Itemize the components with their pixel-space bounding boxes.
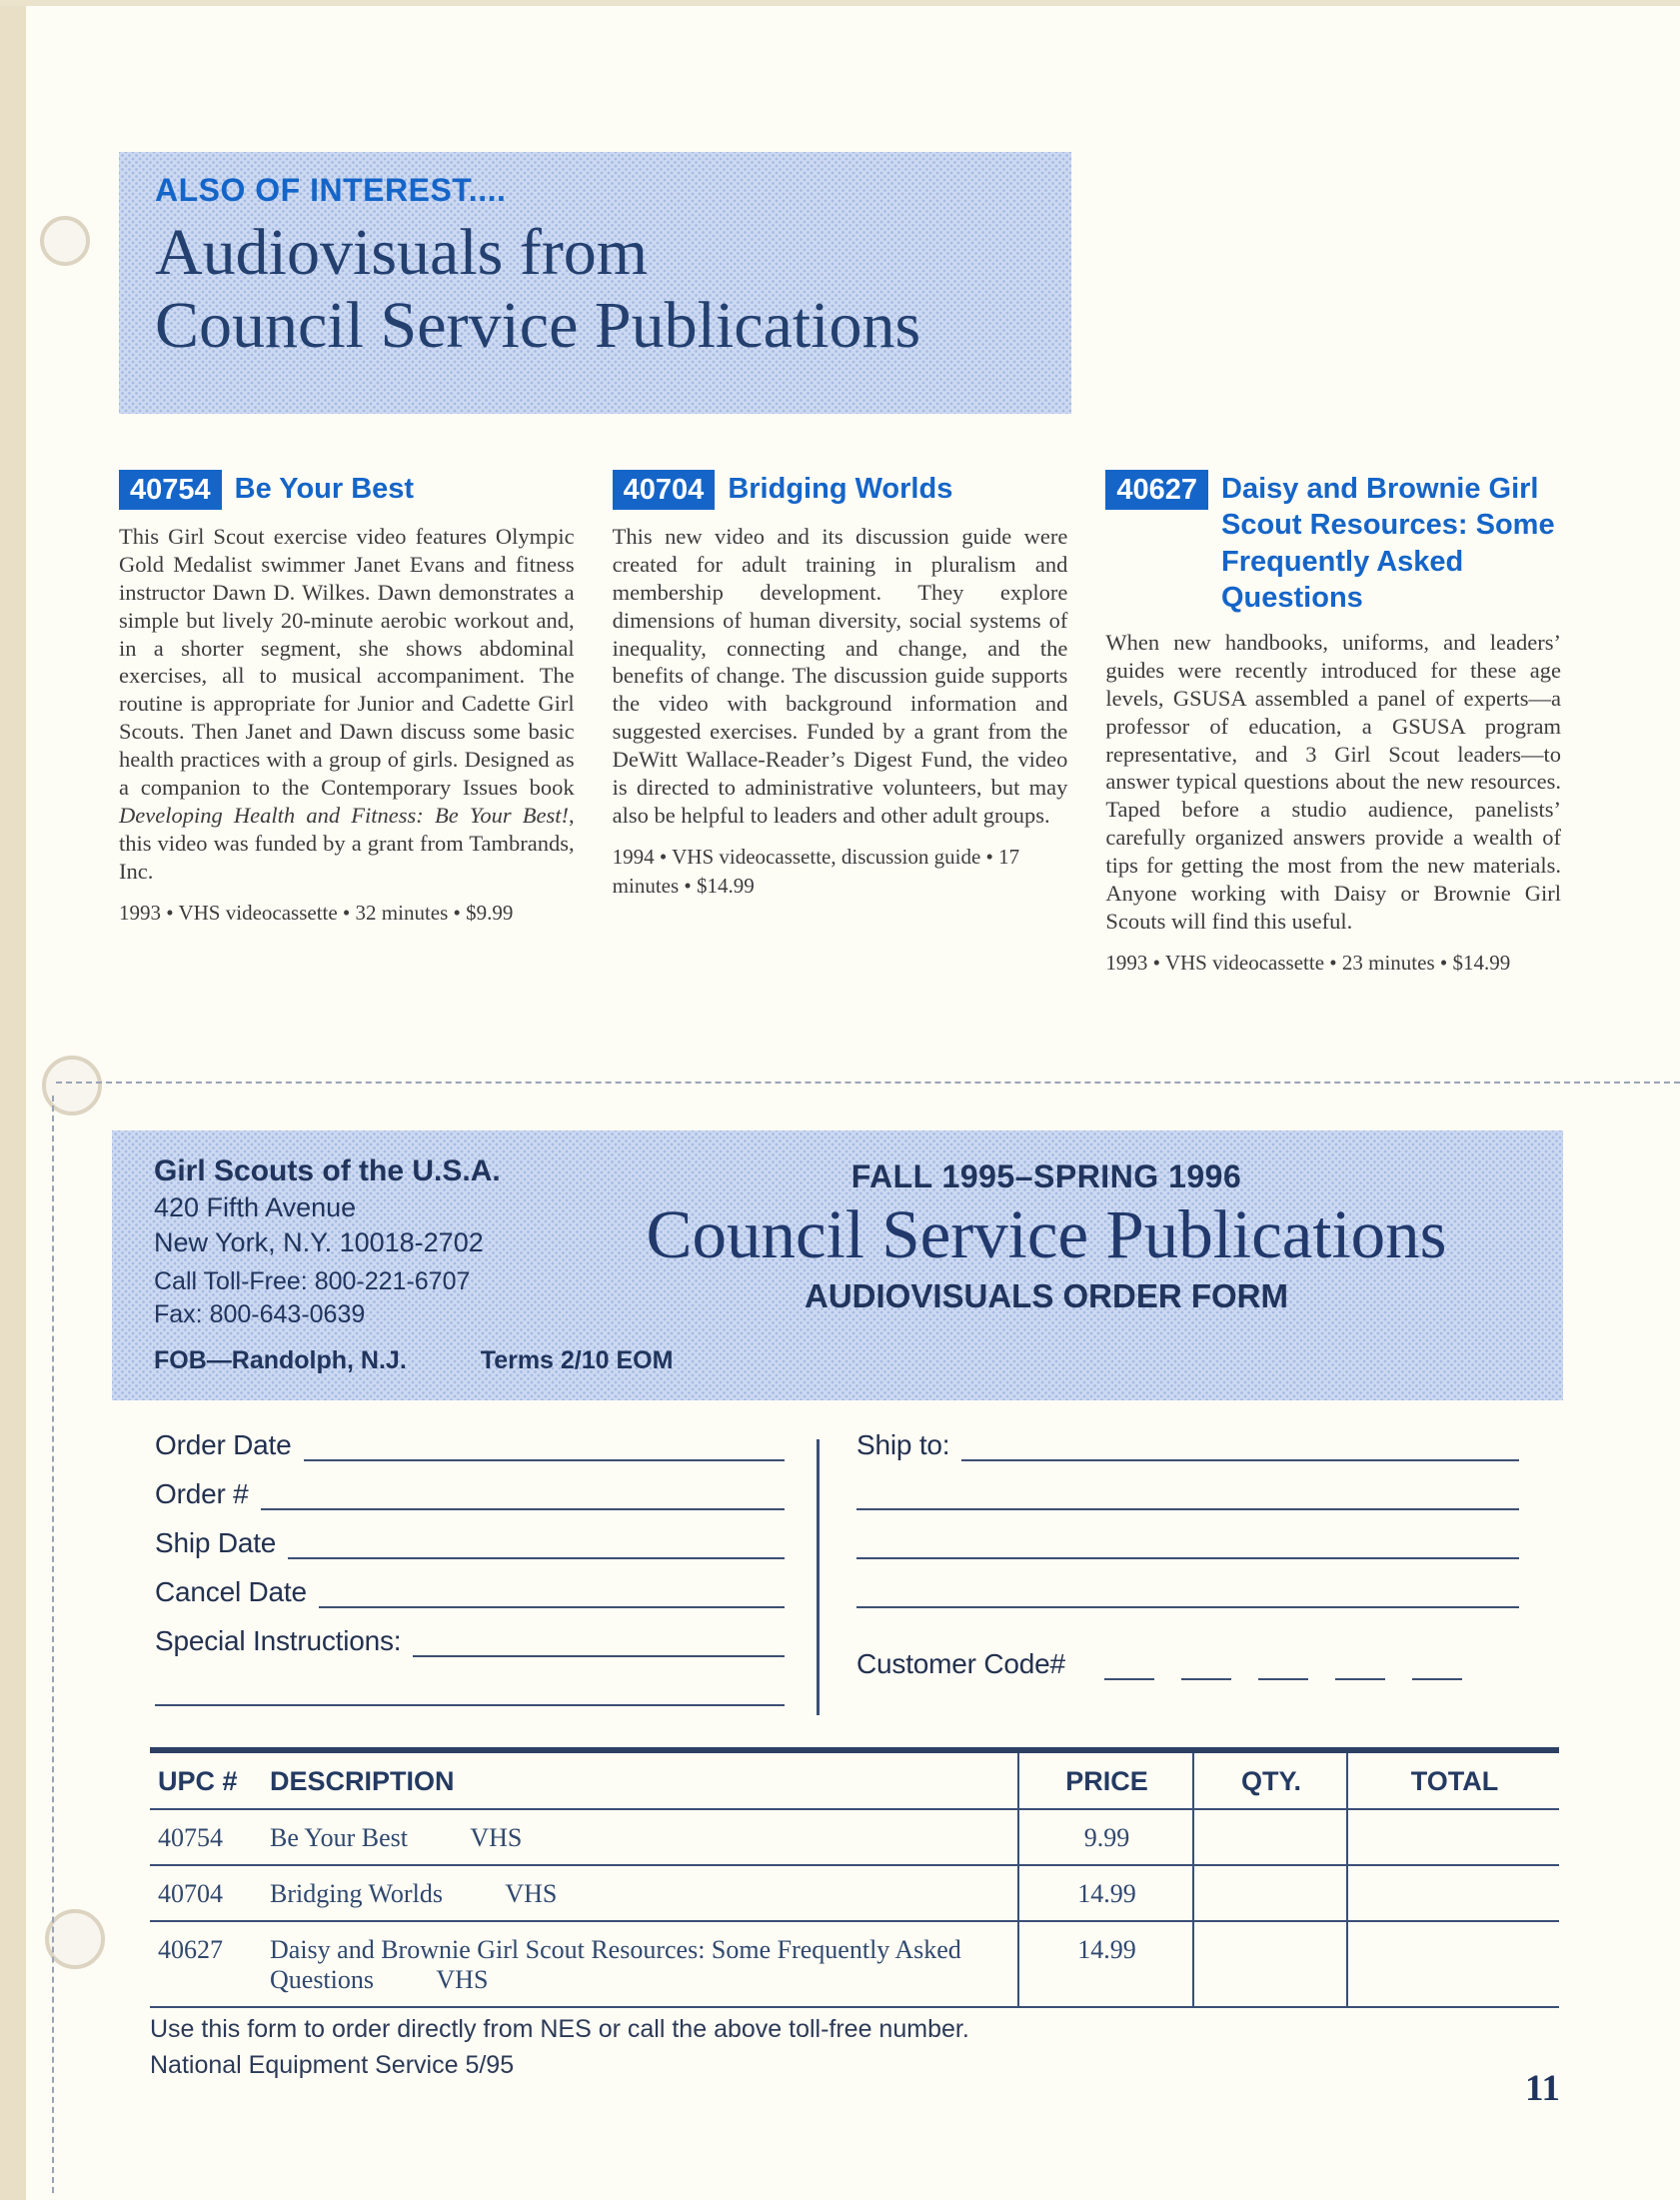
table-row (150, 1810, 1559, 1866)
footer-notes (150, 2012, 969, 2083)
also-of-interest-banner (119, 152, 1071, 414)
product-specs: 1993 • VHS videocassette • 32 minutes • $9.99 (119, 900, 514, 925)
special-instructions-blank-2 (155, 1676, 785, 1706)
ship-to-extra-row (856, 1480, 1519, 1510)
order-form-fields (155, 1431, 1519, 1731)
row-format: VHS (470, 1823, 523, 1852)
terms-label: Terms 2/10 EOM (480, 1346, 674, 1374)
order-number-row (155, 1480, 785, 1510)
customer-code-blank-2 (1181, 1650, 1231, 1680)
row-description-text: Bridging Worlds (270, 1879, 443, 1908)
fob-label: FOB—Randolph, N.J. (154, 1346, 407, 1374)
order-form-subtitle: AUDIOVISUALS ORDER FORM (804, 1276, 1288, 1314)
product-title: Bridging Worlds (728, 473, 953, 505)
table-row (150, 1866, 1559, 1922)
row-total (1346, 1922, 1559, 2006)
punch-hole-middle (42, 1056, 102, 1115)
ship-date-label: Ship Date (155, 1527, 277, 1558)
header-qty: QTY. (1192, 1753, 1346, 1808)
ship-to-blank-2 (856, 1480, 1519, 1510)
order-date-row (155, 1431, 785, 1461)
cut-line-vertical (52, 1096, 54, 2193)
row-upc: 40704 (158, 1879, 223, 1908)
footer-order-note: Use this form to order directly from NES or call the above toll-free number. (150, 2015, 969, 2043)
product-code-badge: 40704 (613, 470, 716, 510)
header-price: PRICE (1017, 1753, 1192, 1808)
row-price: 9.99 (1017, 1810, 1192, 1864)
special-instructions-label: Special Instructions: (155, 1625, 402, 1656)
special-instructions-blank (413, 1627, 785, 1657)
product-description (119, 523, 575, 886)
company-address-line2: New York, N.Y. 10018-2702 (154, 1227, 484, 1257)
row-qty (1192, 1866, 1346, 1920)
product-description: This new video and its discussion guide were created for adult training in pluralism and membership development. They explore dimensions of human diversity, social systems of inequality, connecting and change, and the benefits of change. The discussion guide supports the video with background information and suggested exercises. Funded by a grant from the DeWitt Wallace-Reader’s Digest Fund, the video is directed to administrative volunteers, but may also be helpful to leaders and other adult groups. (612, 524, 1068, 828)
order-number-blank (261, 1480, 785, 1510)
page-number: 11 (1525, 2068, 1560, 2109)
ship-date-blank (288, 1529, 785, 1559)
ship-to-label: Ship to: (856, 1429, 950, 1460)
banner-title (155, 217, 1041, 362)
row-description (262, 1810, 1017, 1864)
product-heading (613, 470, 1068, 510)
row-description-text: Be Your Best (270, 1823, 408, 1852)
row-qty (1192, 1810, 1346, 1864)
special-instructions-extra-row (155, 1676, 785, 1706)
order-form-title: Council Service Publications (646, 1196, 1447, 1272)
ship-date-row (155, 1529, 785, 1559)
order-table (150, 1747, 1559, 2008)
order-date-blank (304, 1431, 786, 1461)
cancel-date-label: Cancel Date (155, 1576, 307, 1607)
fob-terms-row (154, 1346, 673, 1375)
company-name: Girl Scouts of the U.S.A. (154, 1154, 501, 1187)
order-number-label: Order # (155, 1478, 249, 1509)
customer-code-blank-3 (1258, 1650, 1308, 1680)
ship-to-extra-row (856, 1578, 1519, 1608)
punch-hole-bottom (45, 1909, 105, 1969)
row-total (1346, 1810, 1559, 1864)
row-price: 14.99 (1017, 1922, 1192, 2006)
order-table-header (150, 1753, 1559, 1810)
product-columns (119, 470, 1561, 978)
product-code-badge: 40754 (119, 470, 222, 510)
row-format: VHS (505, 1879, 558, 1908)
product-specs: 1994 • VHS videocassette, discussion guide • 17 minutes • $14.99 (612, 844, 1020, 898)
product-daisy-brownie-resources (1105, 470, 1561, 978)
special-instructions-row (155, 1627, 785, 1657)
company-address-line1: 420 Fifth Avenue (154, 1192, 357, 1222)
row-total (1346, 1866, 1559, 1920)
product-title: Be Your Best (234, 473, 415, 505)
page-left-edge (0, 0, 26, 2200)
header-total: TOTAL (1346, 1753, 1559, 1808)
row-description-text: Daisy and Brownie Girl Scout Resources: Some Frequently Asked Questions (270, 1935, 961, 1994)
company-phone: Call Toll-Free: 800-221-6707 (154, 1267, 471, 1295)
order-form-banner (112, 1130, 1563, 1400)
product-specs: 1993 • VHS videocassette • 23 minutes • $14.99 (1105, 950, 1511, 975)
customer-code-blank-4 (1335, 1650, 1385, 1680)
order-fields-right (856, 1431, 1519, 1699)
cancel-date-blank (319, 1578, 785, 1608)
ship-to-blank (961, 1431, 1519, 1461)
order-date-label: Order Date (155, 1429, 292, 1460)
row-format: VHS (436, 1965, 489, 1994)
row-description (262, 1922, 1017, 2006)
row-qty (1192, 1922, 1346, 2006)
customer-code-blank-1 (1104, 1650, 1154, 1680)
ship-to-extra-row (856, 1529, 1519, 1559)
fields-column-divider (817, 1439, 820, 1715)
cut-line-horizontal (56, 1082, 1680, 1084)
product-body-text: This Girl Scout exercise video features Olympic Gold Medalist swimmer Janet Evans and fitness instructor Dawn D. Wilkes. Dawn demonstrates a simple but lively 20-minute aerobic workout and, in a shorter segment, she shows abdominal exercises, all to musical accompaniment. The routine is appropriate for Junior and Cadette Girl Scouts. Then Janet and Dawn discuss some basic health practices with a group of girls. Designed as a companion to the Contemporary Issues book (119, 524, 575, 801)
customer-code-label: Customer Code# (856, 1648, 1065, 1679)
page-top-edge (0, 0, 1680, 6)
order-fields-left (155, 1431, 785, 1725)
company-fax: Fax: 800-643-0639 (154, 1300, 366, 1328)
product-title: Daisy and Brownie Girl Scout Resources: Some Frequently Asked Questions (1221, 473, 1555, 614)
banner-kicker: ALSO OF INTEREST.... (155, 172, 507, 208)
product-be-your-best (119, 470, 575, 978)
punch-hole-top (40, 216, 90, 266)
banner-title-line2: Council Service Publications (155, 288, 921, 362)
product-code-badge: 40627 (1105, 470, 1208, 510)
table-row (150, 1922, 1559, 2008)
product-heading (1105, 470, 1561, 616)
row-description (262, 1866, 1017, 1920)
banner-title-line1: Audiovisuals from (155, 216, 649, 289)
row-upc: 40627 (158, 1935, 223, 1964)
product-bridging-worlds (613, 470, 1068, 978)
header-upc: UPC # (158, 1766, 238, 1796)
ship-to-blank-3 (856, 1529, 1519, 1559)
order-form-title-block (552, 1158, 1541, 1315)
customer-code-blank-5 (1412, 1650, 1462, 1680)
product-heading (119, 470, 575, 510)
season-label: FALL 1995–SPRING 1996 (850, 1158, 1242, 1194)
product-description: When new handbooks, uniforms, and leaders’ guides were recently introduced for these age levels, GSUSA assembled a panel of experts—a professor of education, a GSUSA program representative, and 3 Girl Scout leaders—to answer typical questions about the new resources. Taped before a studio audience, panelists’ carefully organized answers provide a wealth of tips for getting the most from the new materials. Anyone working with Daisy or Brownie Girl Scouts will find this useful. (1105, 630, 1562, 934)
product-body-text-end: , this video was funded by a grant from Tambrands, Inc. (119, 802, 575, 884)
ship-to-row (856, 1431, 1519, 1461)
product-body-book-title: Developing Health and Fitness: Be Your Best! (119, 802, 570, 828)
ship-to-blank-4 (856, 1578, 1519, 1608)
cancel-date-row (155, 1578, 785, 1608)
customer-code-row (856, 1650, 1519, 1680)
row-upc: 40754 (158, 1823, 223, 1852)
row-price: 14.99 (1017, 1866, 1192, 1920)
header-description: DESCRIPTION (270, 1766, 455, 1796)
footer-source-line: National Equipment Service 5/95 (150, 2050, 515, 2079)
